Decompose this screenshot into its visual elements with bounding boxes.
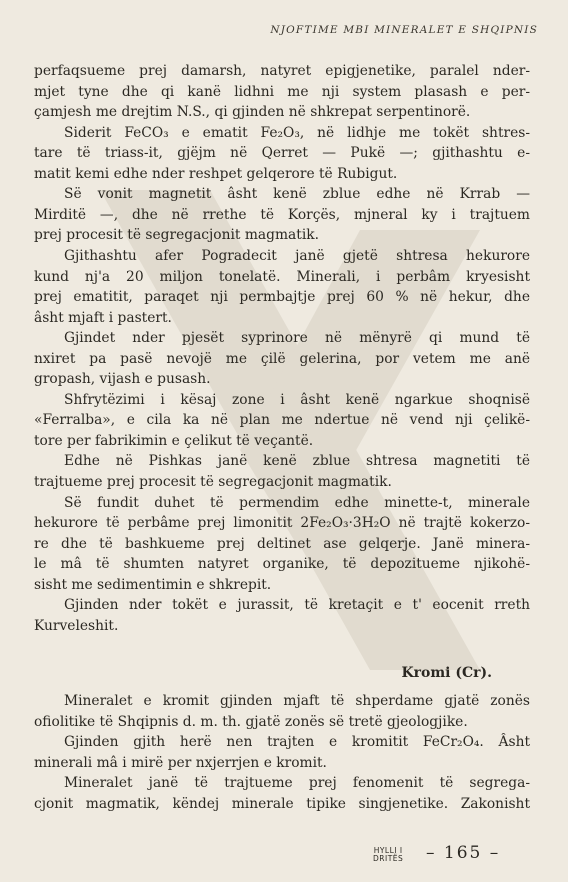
text-line: Kurveleshit. bbox=[34, 617, 119, 634]
text-line: matit kemi edhe nder reshpet gelqerore të Rubigut. bbox=[34, 165, 398, 182]
text-line: hekurore të perbâme prej limonitit 2Fe₂O₃·3H₂O në trajtë kokerzo- bbox=[34, 515, 530, 532]
text-line: sisht me sedimentimin e shkrepit. bbox=[34, 576, 272, 593]
text-line: nxiret pa pasë nevojë me çilë gelerina, por vetem me anë bbox=[34, 350, 530, 367]
text-line: mjet tyne dhe qi kanë lidhni me nji system plasash e per- bbox=[34, 83, 530, 100]
text-line: Siderit FeCO₃ e ematit Fe₂O₃, në lidhje me tokët shtres- bbox=[64, 124, 530, 141]
text-line: Gjinden gjith herë nen trajten e kromitit FeCr₂O₄. Âsht bbox=[64, 734, 530, 751]
text-line: Shfrytëzimi i kësaj zone i âsht kenë ngarkue shoqnisë bbox=[64, 391, 530, 408]
text-line: Gjinden nder tokët e jurassit, të kretaçit e t' eocenit rreth bbox=[64, 597, 530, 614]
text-line: «Ferralba», e cila ka në plan me ndertue në vend nji çelikë- bbox=[34, 412, 530, 429]
text-line: prej ematitit, paraqet nji permbajtje prej 60 % në hekur, dhe bbox=[34, 289, 530, 306]
text-line: ofiolitike të Shqipnis d. m. th. gjatë zonës së tretë gjeologjike. bbox=[34, 713, 468, 730]
text-line: cjonit magmatik, këndej minerale tipike singjenetike. Zakonisht bbox=[34, 796, 530, 812]
section-title: Kromi (Cr). bbox=[401, 665, 492, 681]
text-line: Mineralet janë të trajtueme prej fenomenit të segrega- bbox=[64, 775, 530, 792]
page-number: – 165 – bbox=[426, 843, 501, 863]
text-line: minerali mâ i mirë per nxjerrjen e kromit. bbox=[34, 754, 327, 771]
text-line: Së fundit duhet të permendim edhe minette-t, minerale bbox=[64, 494, 530, 511]
text-line: prej procesit të segregacjonit magmatik. bbox=[34, 227, 319, 244]
text-line: çamjesh me drejtim N.S., qi gjinden në shkrepat serpentinorë. bbox=[34, 104, 471, 121]
text-line: Gjithashtu afer Pogradecit janë gjetë shtresa hekurore bbox=[64, 247, 530, 264]
text-line: le mâ të shumten natyret organike, të depozitueme njikohë- bbox=[34, 556, 530, 573]
text-line: re dhe të bashkueme prej deltinet ase gelqerje. Janë minera- bbox=[34, 535, 530, 552]
text-line: âsht mjaft i pastert. bbox=[34, 309, 172, 326]
text-line: tore per fabrikimin e çelikut të veçantë. bbox=[34, 432, 314, 449]
text-line: kund nj'a 20 miljon tonelatë. Minerali, i perbâm kryesisht bbox=[34, 268, 530, 285]
publisher-mark-top: HYLLI I bbox=[373, 846, 403, 855]
text-line: Mirditë —, dhe në rrethe të Korçës, mjneral ky i trajtuem bbox=[34, 206, 530, 223]
text-line: trajtueme prej procesit të segregacjonit magmatik. bbox=[34, 474, 392, 490]
text-line: Edhe në Pishkas janë kenë zblue shtresa magnetiti të bbox=[64, 453, 530, 470]
text-line: Së vonit magnetit âsht kenë zblue edhe në Krrab — bbox=[64, 186, 530, 203]
text-line: tare të triass-it, gjëjm në Qerret — Pukë —; gjithashtu e- bbox=[34, 145, 530, 162]
running-header: NJOFTIME MBI MINERALET E SHQIPNIS bbox=[270, 24, 538, 36]
text-line: Mineralet e kromit gjinden mjaft të shperdame gjatë zonës bbox=[64, 693, 530, 709]
text-line: perfaqsueme prej damarsh, natyret epigjenetike, paralel nder- bbox=[34, 63, 530, 79]
publisher-mark-bottom: DRITËS bbox=[373, 854, 404, 863]
text-line: gropash, vijash e pusash. bbox=[34, 371, 211, 388]
publisher-mark bbox=[373, 847, 403, 863]
text-line: Gjindet nder pjesët syprinore në mënyrë qi mund të bbox=[64, 330, 530, 347]
